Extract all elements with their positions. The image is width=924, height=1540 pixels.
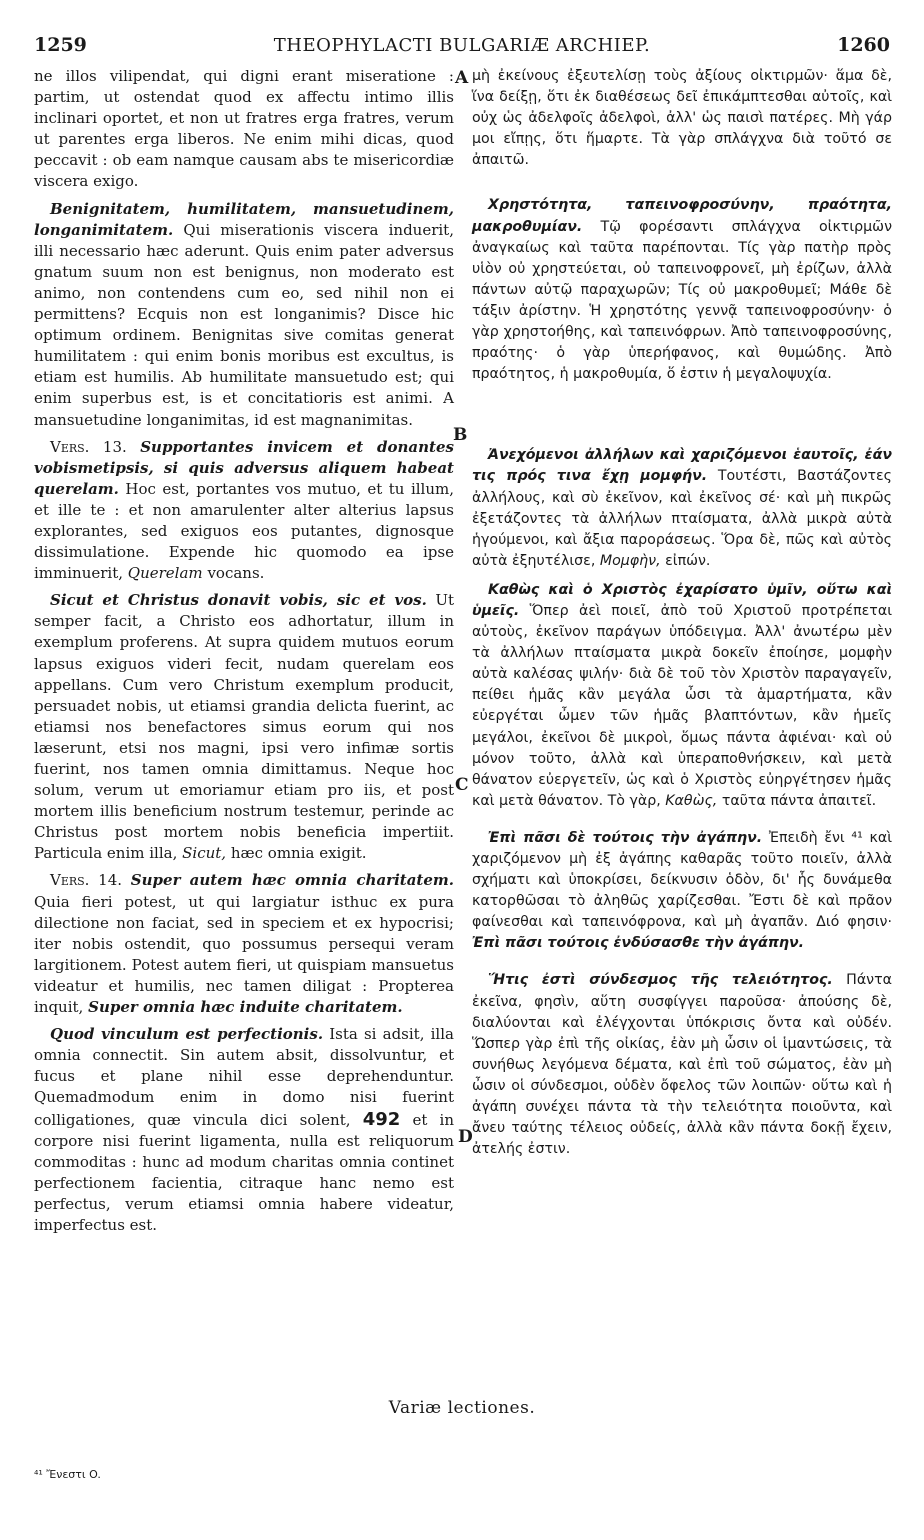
latin-lemma: Sicut et Christus donavit vobis, sic et vos.: [50, 591, 427, 610]
greek-column: [472, 66, 892, 1160]
latin-quote: Sicut,: [182, 844, 227, 863]
greek-paragraph: [472, 195, 892, 385]
greek-commentary: Ὅπερ ἀεὶ ποιεῖ, ἀπὸ τοῦ Χριστοῦ προτρέπεται αὐτοὺς, ἐκεῖνον παράγων ὑπόδειγμα. Ἀλλ' ἀνωτέρω μὲν τὰ ἀλλήλων πταίσματα μικρὰ δοκεῖν ἐποίησε, μομφὴν αὐτὰ καλέσας ψιλήν· διὰ δὲ τοῦ τὸν Χριστὸν παραγαγεῖν, πείθει ἡμᾶς κἂν μεγάλα ὦσι τὰ ἁμαρτήματα, κἂν εὐεργέται ὦμεν τῶν ἡμᾶς βλαπτόντων, κἂν ἡμεῖς μεγάλοι, ἐκεῖνοι δὲ μικροὶ, ὅμως πάντα ἀφιέναι· καὶ οὐ μόνον τοῦτο, ἀλλὰ καὶ ὑπεραποθνήσκειν, καὶ μετὰ θάνατον εὐεργετεῖν, ὡς καὶ ὁ Χριστὸς εὐηργέτησεν ἡμᾶς καὶ μετὰ θάνατον. Τὸ γὰρ,: [472, 602, 893, 809]
latin-commentary: Qui miserationis viscera induerit, illi necessario hæc aderunt. Quis enim pater adversus gnatum suum non est benignus, non moderato est animo, non contendens cum eo, sed nihil non ei permittens? Ecquis non est longanimis? Disce hic optimum ordinem. Benignitas sive comitas generat humilitatem : qui enim bonis moribus est excultus, is etiam est humilis. Ab humilitate mansuetudo est; qui enim superbus est, is et concitatioris est animi. A mansuetudine longanimitas, id est magnanimitas.: [34, 220, 454, 429]
greek-paragraph: [472, 445, 892, 572]
running-title: THEOPHYLACTI BULGARIÆ ARCHIEP.: [273, 35, 651, 56]
margin-letter-a: A: [455, 68, 469, 88]
greek-paragraph: [472, 828, 892, 955]
margin-letter-b: B: [453, 425, 468, 445]
greek-lemma: Καθὼς καὶ ὁ Χριστὸς ἐχαρίσατο ὑμῖν, οὕτω καὶ ὑμεῖς.: [472, 581, 892, 619]
greek-quote: Μομφὴν,: [599, 552, 661, 569]
verse-number: Vers. 14.: [50, 871, 123, 890]
running-header: [34, 34, 890, 62]
greek-lemma: Ἐπὶ πᾶσι τούτοις ἐνδύσασθε τὴν ἀγάπην.: [472, 935, 805, 952]
greek-commentary: Τῷ φορέσαντι σπλάγχνα οἰκτιρμῶν ἀναγκαίως καὶ ταῦτα παρέπονται. Τίς γὰρ πατὴρ πρὸς υἱὸν οὐ χρηστεύεται, οὐ ταπεινοφρονεῖ, μὴ ἐρίζων, ἀλλὰ πάντων αὐτῷ παραχωρῶν; Τίς οὐ μακροθυμεῖ; Μάθε δὲ τάξιν ἀρίστην. Ἡ χρηστότης γεννᾷ ταπεινοφροσύνην· ὁ γὰρ χρηστοήθης, καὶ ταπεινόφρων. Ἀπὸ ταπεινοφροσύνης, πραότης· ὁ γὰρ ὑπερήφανος, καὶ θυμώδης. Ἀπὸ πραότητος, ἡ μακροθυμία, ὅ ἐστιν ἡ μεγαλοψυχία.: [472, 218, 892, 383]
greek-lemma: Ἐπὶ πᾶσι δὲ τούτοις τὴν ἀγάπην.: [488, 829, 763, 846]
footnote: ⁴¹ Ἔνεστι O.: [34, 1468, 101, 1481]
latin-paragraph: [34, 870, 454, 1018]
latin-commentary: Ista si adsit, illa omnia connectit. Sin autem absit, dissolvuntur, et fucus et plane nihil esse deprehenduntur. Quemadmodum enim in domo nisi fuerint colligationes, quæ vincula dici solent,: [34, 1025, 454, 1129]
latin-paragraph: [34, 437, 454, 585]
greek-commentary: ταῦτα πάντα ἀπαιτεῖ.: [721, 792, 877, 809]
column-number: 492: [362, 1108, 401, 1130]
latin-paragraph: ne illos vilipendat, qui digni erant miseratione : partim, ut ostendat quod ex affectu intimo illis inclinari oportet, et non ut fratres erga fratres, verum ut parentes erga liberos. Ne enim mihi dicas, quod peccavit : ob eam namque causam abs te misericordiæ viscera exigo.: [34, 67, 454, 191]
greek-lemma: Ἀνεχόμενοι ἀλλήλων καὶ χαριζόμενοι ἑαυτοῖς, ἐάν τις πρός τινα ἔχῃ μομφήν.: [472, 447, 892, 485]
greek-quote: Καθὼς,: [665, 792, 718, 809]
latin-paragraph: [34, 199, 454, 431]
latin-lemma: Quod vinculum est perfectionis.: [50, 1025, 324, 1044]
latin-lemma: Super omnia hæc induite charitatem.: [88, 998, 403, 1017]
greek-lemma: Ἥτις ἐστὶ σύνδεσμος τῆς τελειότητος.: [488, 972, 833, 989]
greek-paragraph: [472, 580, 892, 812]
margin-letter-d: D: [458, 1127, 473, 1147]
variae-lectiones-heading: Variæ lectiones.: [388, 1398, 536, 1418]
latin-commentary: et in corpore nisi fuerint ligamenta, nulla est reliquorum commoditas : hunc ad modum charitas omnia continet perfectionem facientia, citraque hanc nemo est perfectus, verum etiamsi omnia habere videatur, imperfectus est.: [34, 1110, 454, 1234]
latin-column: [34, 66, 454, 1236]
latin-commentary: hæc omnia exigit.: [230, 844, 367, 863]
greek-paragraph: μὴ ἐκείνους ἐξευτελίσῃ τοὺς ἀξίους οἰκτιρμῶν· ἅμα δὲ, ἵνα δείξῃ, ὅτι ἐκ διαθέσεως δεῖ ἐπικάμπτεσθαι αὐτοῖς, καὶ οὐχ ὡς ἀδελφοῖς ἀδελφοὶ, ἀλλ' ὡς παισὶ πατέρες. Μὴ γάρ μοι εἴπῃς, ὅτι ἥμαρτε. Τὰ γὰρ σπλάγχνα διὰ τοῦτό σε ἀπαιτῶ.: [472, 68, 892, 169]
latin-paragraph: [34, 1024, 454, 1236]
page-number-left: 1259: [34, 34, 87, 56]
greek-commentary: Τουτέστι, Βαστάζοντες ἀλλήλους, καὶ σὺ ἐκεῖνον, καὶ ἐκεῖνος σέ· καὶ μὴ πικρῶς ἐξετάζοντες τὰ ἀλλήλων πταίσματα, ἀλλὰ μικρὰ αὐτὰ ἡγούμενοι, καὶ ἄξια παροράσεως. Ὅρα δὲ, πῶς καὶ αὐτὸς αὐτὰ ἐξηυτέλισε,: [472, 468, 892, 569]
latin-lemma: Benignitatem, humilitatem, mansuetudinem, longanimitatem.: [34, 199, 454, 239]
greek-commentary: Ἐπειδὴ ἔνι ⁴¹ καὶ χαριζόμενον μὴ ἐξ ἀγάπης καθαρᾶς τοῦτο ποιεῖν, ἀλλὰ σχήματι καὶ ὑποκρίσει, δείκνυσιν ὁδὸν, δι' ἧς δυνάμεθα κατορθῶσαι τὸ ἀληθῶς χαρίζεσθαι. Ἔστι δὲ καὶ πρᾶον φαίνεσθαι καὶ ταπεινόφρονα, καὶ μὴ ἀγαπᾶν. Διό φησιν·: [472, 829, 892, 931]
latin-commentary: Ut semper facit, a Christo eos adhortatur, illum in exemplum proferens. At supra quidem mutuos eorum lapsus exiguos videri fecit, nudam querelam eos appellans. Cum vero Christum exemplum producit, persuadet nobis, ut etiamsi grandia delicta fuerint, ac etiamsi nos benefactores simus eorum qui nos læserunt, etsi nos magni, ipsi vero infimæ sortis fuerint, nos tamen omnia dimittamus. Neque hoc solum, verum ut emoriamur etiam pro iis, et post mortem illis beneficium nostrum testemur, perinde ac Christus post mortem nobis beneficia impertiit. Particula enim illa,: [34, 591, 454, 863]
latin-commentary: Quia fieri potest, ut qui largiatur isthuc ex pura dilectione non faciat, sed in speciem et ex hypocrisi; iter nobis ostendit, quo possumus persequi veram largitionem. Potest autem fieri, ut quispiam mansuetus videatur et humilis, nec tamen diligat : Propterea inquit,: [34, 892, 454, 1017]
verse-number: Vers. 13.: [50, 437, 127, 456]
page-number-right: 1260: [837, 34, 890, 56]
greek-lemma: Χρηστότητα, ταπεινοφροσύνην, πραότητα, μακροθυμίαν.: [472, 197, 892, 235]
greek-paragraph: [472, 970, 892, 1160]
latin-commentary: vocans.: [207, 564, 265, 583]
margin-letter-c: C: [455, 775, 469, 795]
latin-quote: Querelam: [127, 564, 203, 583]
latin-commentary: Hoc est, portantes vos mutuo, et tu illum, et ille te : et non amarulenter alter alterius lapsus explorantes, sed exiguos eos putantes, dignosque dissimulatione. Expende hic quomodo ea ipse imminuerit,: [34, 479, 454, 583]
latin-lemma: Supportantes invicem et donantes vobismetipsis, si quis adversus aliquem habeat querelam.: [34, 437, 454, 498]
latin-lemma: Super autem hæc omnia charitatem.: [130, 871, 454, 890]
greek-commentary: εἰπών.: [665, 552, 711, 569]
greek-commentary: Πάντα ἐκεῖνα, φησὶν, αὕτη συσφίγγει παροῦσα· ἀπούσης δὲ, διαλύονται καὶ ἐλέγχονται ὑπόκρισις ὄντα καὶ οὐδέν. Ὥσπερ γὰρ ἐπὶ τῆς οἰκίας, ἐὰν μὴ ὦσιν οἱ ἱμαντώσεις, τὰ συνήθως λεγόμενα δέματα, καὶ ἐπὶ τοῦ σώματος, ἐὰν μὴ ὦσιν οἱ σύνδεσμοι, οὐδὲν ὄφελος τῶν λοιπῶν· οὕτω καὶ ἡ ἀγάπη συνέχει πάντα τὰ τὴν τελειότητα ποιοῦντα, καὶ ἄνευ ταύτης τέλειος οὐδείς, ἀλλὰ κἂν πάντα δοκῇ ἔχειν, ἀτελής ἐστιν.: [472, 972, 892, 1158]
latin-paragraph: [34, 590, 454, 864]
